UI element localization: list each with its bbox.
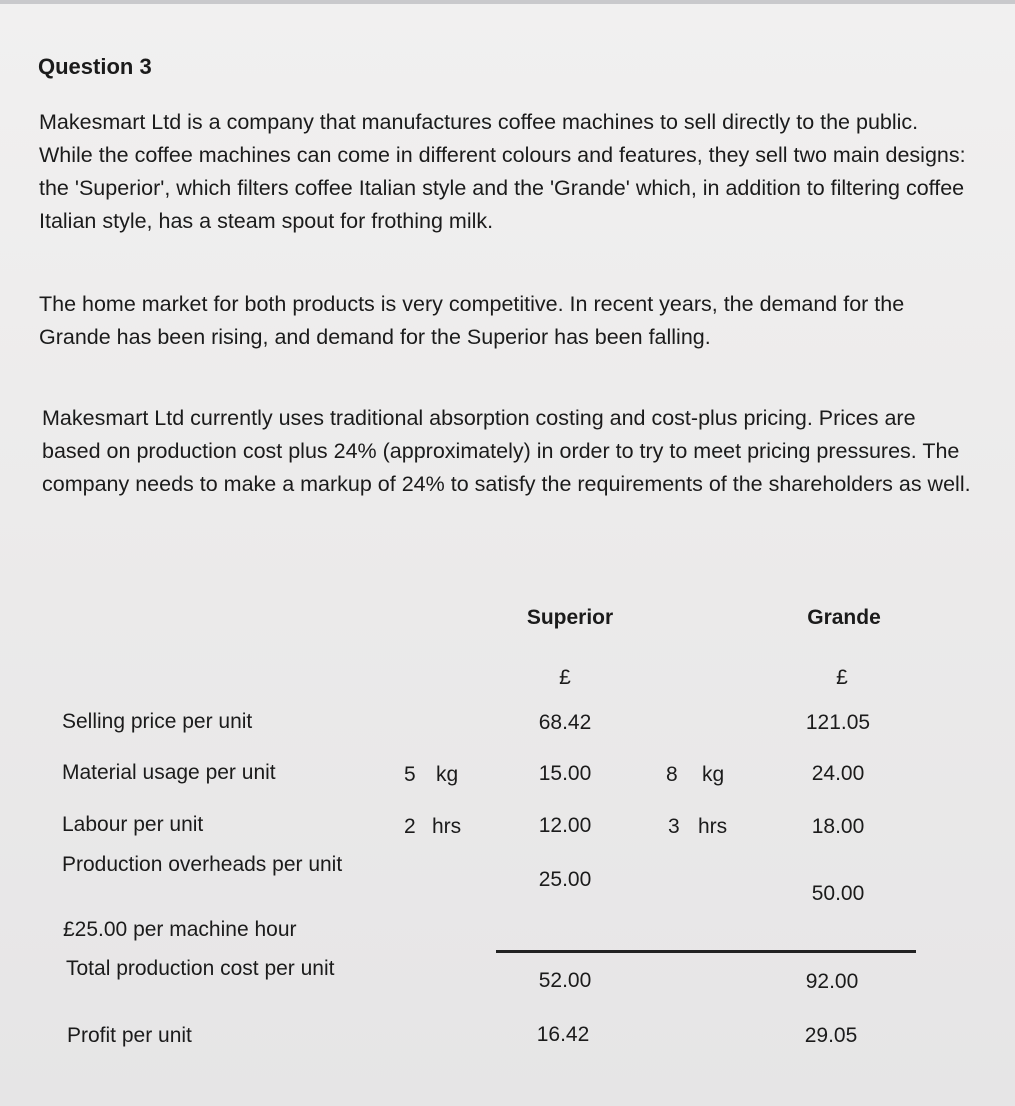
- screen-top-border: [0, 0, 1015, 4]
- superior-material-qty: 5: [404, 763, 416, 786]
- intro-paragraph: Makesmart Ltd is a company that manufactures coffee machines to sell directly to the public. While the coffee machines can come in different colours and features, they sell two main designs: the 'Superior', which filters coffee Italian style and the 'Grande' which, in addition to filtering coffee Italian style, has a steam spout for frothing milk.: [39, 110, 966, 233]
- row-label-labour: Labour per unit: [62, 813, 204, 836]
- superior-labour-unit: hrs: [432, 815, 462, 838]
- row-label-profit: Profit per unit: [67, 1024, 192, 1047]
- market-paragraph: The home market for both products is very competitive. In recent years, the demand for the Grande has been rising, and demand for the Superior has been falling.: [39, 292, 905, 349]
- grande-material-cost: 24.00: [811, 762, 865, 785]
- overhead-rate-note: £25.00 per machine hour: [63, 918, 297, 941]
- header-superior: Superior: [526, 606, 614, 629]
- superior-labour-qty: 2: [404, 815, 416, 838]
- grande-material-unit: kg: [702, 763, 725, 786]
- superior-material-unit: kg: [436, 763, 459, 786]
- superior-labour-cost: 12.00: [538, 814, 592, 837]
- costing-paragraph: Makesmart Ltd currently uses traditional absorption costing and cost-plus pricing. Prices are based on production cost plus 24% (approximately) in order to try to meet pricing pressures. The company needs to make a markup of 24% to satisfy the requirements of the shareholders as well.: [42, 406, 971, 496]
- row-label-selling-price: Selling price per unit: [62, 710, 253, 733]
- grande-selling-price: 121.05: [805, 711, 871, 734]
- superior-total-cost: 52.00: [538, 969, 592, 992]
- grande-labour-qty: 3: [668, 815, 680, 838]
- currency-grande: £: [836, 666, 848, 689]
- grande-material-qty: 8: [666, 763, 678, 786]
- row-label-overheads: Production overheads per unit: [62, 853, 343, 876]
- header-grande: Grande: [807, 606, 881, 629]
- row-label-total-cost: Total production cost per unit: [66, 957, 335, 980]
- question-title: Question 3: [38, 54, 152, 79]
- superior-overheads: 25.00: [538, 868, 592, 891]
- currency-superior: £: [559, 666, 571, 689]
- superior-selling-price: 68.42: [538, 711, 592, 734]
- grande-labour-cost: 18.00: [811, 815, 865, 838]
- total-rule-line: [496, 950, 916, 953]
- grande-labour-unit: hrs: [698, 815, 728, 838]
- grande-overheads: 50.00: [811, 882, 865, 905]
- superior-material-cost: 15.00: [538, 762, 592, 785]
- grande-total-cost: 92.00: [805, 970, 859, 993]
- superior-profit: 16.42: [536, 1023, 590, 1046]
- grande-profit: 29.05: [804, 1024, 858, 1047]
- row-label-material: Material usage per unit: [62, 761, 276, 784]
